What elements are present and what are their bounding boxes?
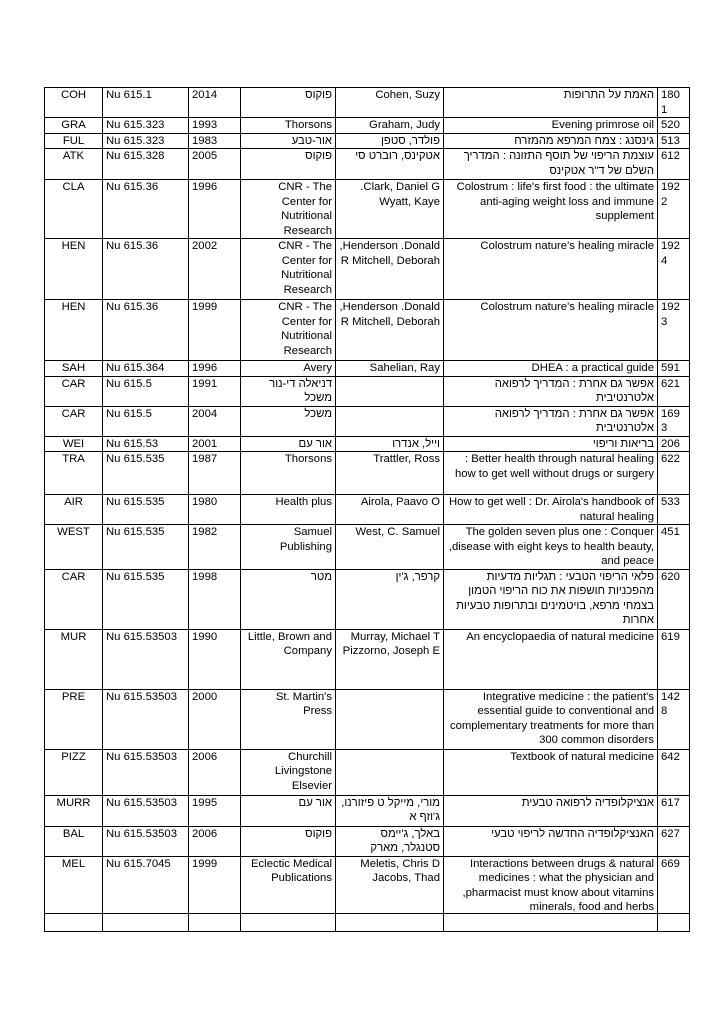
author-cell: ,Henderson .Donald R Mitchell, Deborah [336, 239, 444, 300]
publisher-cell: St. Martin's Press [241, 689, 336, 749]
year-cell: 1991 [189, 376, 241, 406]
title-cell: בריאות וריפוי [444, 436, 658, 452]
title-cell: אנציקלופדיה לרפואה טבעית [444, 795, 658, 826]
title-cell: האמת על התרופות [444, 88, 658, 118]
shelf-code-cell: PRE [45, 689, 103, 749]
shelf-code-cell: CAR [45, 376, 103, 406]
year-cell: 1990 [189, 629, 241, 689]
shelf-code-cell: SAH [45, 361, 103, 377]
author-cell: קרפר, ג'ין [336, 569, 444, 629]
classmark-cell: Nu 615.535 [103, 452, 189, 495]
year-cell: 1987 [189, 452, 241, 495]
shelf-code-cell: WEST [45, 525, 103, 570]
author-cell: .Clark, Daniel G Wyatt, Kaye [336, 180, 444, 239]
title-cell: האנציקלופדיה החדשה לריפוי טבעי [444, 826, 658, 856]
publisher-cell: פוקוס [241, 149, 336, 180]
author-cell: Trattler, Ross [336, 452, 444, 495]
record-number-cell: 621 [658, 376, 690, 406]
publisher-cell: Eclectic Medical Publications [241, 856, 336, 931]
author-cell: West, C. Samuel [336, 525, 444, 570]
title-cell: Colostrum : life's first food : the ultimate anti-aging weight loss and immune supplement [444, 180, 658, 239]
classmark-cell: Nu 615.53503 [103, 689, 189, 749]
title-cell: Interactions between drugs & natural medicines : what the physician and ,pharmacist must know about vitamins minerals, food and herbs [444, 856, 658, 931]
publisher-cell: פוקוס [241, 88, 336, 118]
table-row [45, 239, 690, 300]
record-number-cell: 591 [658, 361, 690, 377]
author-cell: מורי, מייקל ט פיזורנו, ג'וזף א [336, 795, 444, 826]
publisher-cell: Avery [241, 361, 336, 377]
table-row [45, 569, 690, 629]
table-row [45, 436, 690, 452]
publisher-cell: CNR - The Center for Nutritional Research [241, 239, 336, 300]
author-cell: אטקינס, רוברט סי [336, 149, 444, 180]
classmark-cell: Nu 615.364 [103, 361, 189, 377]
shelf-code-cell: TRA [45, 452, 103, 495]
shelf-code-cell: HEN [45, 300, 103, 361]
classmark-cell: Nu 615.53 [103, 436, 189, 452]
author-cell: Sahelian, Ray [336, 361, 444, 377]
publisher-cell: CNR - The Center for Nutritional Research [241, 300, 336, 361]
classmark-cell: Nu 615.535 [103, 525, 189, 570]
table-row [45, 856, 690, 931]
record-number-cell: 619 [658, 629, 690, 689]
table-row [45, 689, 690, 749]
year-cell: 2014 [189, 88, 241, 118]
shelf-code-cell: MEL [45, 856, 103, 931]
record-number-cell: 206 [658, 436, 690, 452]
author-cell: ,Henderson .Donald R Mitchell, Deborah [336, 300, 444, 361]
record-number-cell: 1923 [658, 300, 690, 361]
classmark-cell: Nu 615.5 [103, 406, 189, 436]
table-row [45, 133, 690, 149]
table-row [45, 406, 690, 436]
table-row [45, 149, 690, 180]
author-cell [336, 689, 444, 749]
table-row [45, 749, 690, 795]
record-number-cell: 669 [658, 856, 690, 931]
classmark-cell: Nu 615.323 [103, 133, 189, 149]
record-number-cell: 1924 [658, 239, 690, 300]
year-cell: 1993 [189, 118, 241, 134]
classmark-cell: Nu 615.7045 [103, 856, 189, 931]
table-row [45, 376, 690, 406]
publisher-cell: CNR - The Center for Nutritional Research [241, 180, 336, 239]
title-cell: גינסנג : צמח המרפא מהמזרח [444, 133, 658, 149]
catalog-table [44, 87, 690, 932]
table-row [45, 88, 690, 118]
classmark-cell: Nu 615.36 [103, 300, 189, 361]
year-cell: 1998 [189, 569, 241, 629]
table-row [45, 629, 690, 689]
record-number-cell: 642 [658, 749, 690, 795]
table-row [45, 495, 690, 525]
catalog-body [45, 88, 690, 932]
publisher-cell: Churchill Livingstone Elsevier [241, 749, 336, 795]
record-number-cell: 1693 [658, 406, 690, 436]
bottom-rule [44, 913, 689, 914]
classmark-cell: Nu 615.53503 [103, 826, 189, 856]
year-cell: 1996 [189, 180, 241, 239]
title-cell: אפשר גם אחרת : המדריך לרפואה אלטרנטיבית [444, 406, 658, 436]
publisher-cell: Health plus [241, 495, 336, 525]
publisher-cell: משכל [241, 406, 336, 436]
shelf-code-cell: HEN [45, 239, 103, 300]
publisher-cell: Thorsons [241, 118, 336, 134]
shelf-code-cell: MURR [45, 795, 103, 826]
title-cell: How to get well : Dr. Airola's handbook of natural healing [444, 495, 658, 525]
publisher-cell: אור עם [241, 795, 336, 826]
classmark-cell: Nu 615.53503 [103, 749, 189, 795]
author-cell: Cohen, Suzy [336, 88, 444, 118]
classmark-cell: Nu 615.53503 [103, 795, 189, 826]
title-cell: Colostrum nature's healing miracle [444, 239, 658, 300]
record-number-cell: 627 [658, 826, 690, 856]
shelf-code-cell: PIZZ [45, 749, 103, 795]
year-cell: 2006 [189, 826, 241, 856]
record-number-cell: 513 [658, 133, 690, 149]
publisher-cell: Samuel Publishing [241, 525, 336, 570]
shelf-code-cell: GRA [45, 118, 103, 134]
classmark-cell: Nu 615.535 [103, 495, 189, 525]
shelf-code-cell: CLA [45, 180, 103, 239]
record-number-cell: 533 [658, 495, 690, 525]
record-number-cell: 620 [658, 569, 690, 629]
title-cell: : Better health through natural healing how to get well without drugs or surgery [444, 452, 658, 495]
author-cell [336, 406, 444, 436]
record-number-cell: 622 [658, 452, 690, 495]
publisher-cell: דניאלה די-נור משכל [241, 376, 336, 406]
table-row [45, 795, 690, 826]
record-number-cell: 612 [658, 149, 690, 180]
year-cell: 1980 [189, 495, 241, 525]
year-cell: 1996 [189, 361, 241, 377]
author-cell: פולדר, סטפן [336, 133, 444, 149]
title-cell: עוצמת הריפוי של תוסף התזונה : המדריך השלם של ד"ר אטקינס [444, 149, 658, 180]
publisher-cell: אור-טבע [241, 133, 336, 149]
year-cell: 2004 [189, 406, 241, 436]
shelf-code-cell: BAL [45, 826, 103, 856]
title-cell: Textbook of natural medicine [444, 749, 658, 795]
year-cell: 2006 [189, 749, 241, 795]
year-cell: 1999 [189, 300, 241, 361]
author-cell: Meletis, Chris D Jacobs, Thad [336, 856, 444, 931]
classmark-cell: Nu 615.53503 [103, 629, 189, 689]
title-cell: DHEA : a practical guide [444, 361, 658, 377]
title-cell: פלאי הריפוי הטבעי : תגליות מדעיות מהפכניות חושפות את כוח הריפוי הטמון בצמחי מרפא, בויטמינים ובתרופות טבעיות אחרות [444, 569, 658, 629]
record-number-cell: 1922 [658, 180, 690, 239]
classmark-cell: Nu 615.535 [103, 569, 189, 629]
year-cell: 1999 [189, 856, 241, 931]
author-cell [336, 376, 444, 406]
record-number-cell: 1428 [658, 689, 690, 749]
table-row [45, 180, 690, 239]
author-cell: Graham, Judy [336, 118, 444, 134]
publisher-cell: מטר [241, 569, 336, 629]
table-row [45, 826, 690, 856]
classmark-cell: Nu 615.5 [103, 376, 189, 406]
record-number-cell: 520 [658, 118, 690, 134]
shelf-code-cell: CAR [45, 569, 103, 629]
table-row [45, 525, 690, 570]
year-cell: 1995 [189, 795, 241, 826]
year-cell: 2000 [189, 689, 241, 749]
shelf-code-cell: COH [45, 88, 103, 118]
classmark-cell: Nu 615.323 [103, 118, 189, 134]
title-cell: Integrative medicine : the patient's essential guide to conventional and complementary treatments for more than 300 common disorders [444, 689, 658, 749]
shelf-code-cell: WEI [45, 436, 103, 452]
table-row [45, 361, 690, 377]
shelf-code-cell: CAR [45, 406, 103, 436]
classmark-cell: Nu 615.36 [103, 180, 189, 239]
author-cell: באלך, ג'יימס סטנגלר, מארק [336, 826, 444, 856]
record-number-cell: 1801 [658, 88, 690, 118]
table-row [45, 452, 690, 495]
title-cell: The golden seven plus one : Conquer ,disease with eight keys to health beauty, and peace [444, 525, 658, 570]
author-cell: וייל, אנדרו [336, 436, 444, 452]
publisher-cell: פוקוס [241, 826, 336, 856]
classmark-cell: Nu 615.1 [103, 88, 189, 118]
classmark-cell: Nu 615.36 [103, 239, 189, 300]
year-cell: 1983 [189, 133, 241, 149]
author-cell [336, 749, 444, 795]
table-row [45, 300, 690, 361]
author-cell: Airola, Paavo O [336, 495, 444, 525]
classmark-cell: Nu 615.328 [103, 149, 189, 180]
shelf-code-cell: AIR [45, 495, 103, 525]
year-cell: 2001 [189, 436, 241, 452]
publisher-cell: Little, Brown and Company [241, 629, 336, 689]
year-cell: 2005 [189, 149, 241, 180]
year-cell: 1982 [189, 525, 241, 570]
table-row [45, 118, 690, 134]
title-cell: אפשר גם אחרת : המדריך לרפואה אלטרנטיבית [444, 376, 658, 406]
shelf-code-cell: ATK [45, 149, 103, 180]
year-cell: 2002 [189, 239, 241, 300]
record-number-cell: 451 [658, 525, 690, 570]
publisher-cell: Thorsons [241, 452, 336, 495]
record-number-cell: 617 [658, 795, 690, 826]
title-cell: Colostrum nature's healing miracle [444, 300, 658, 361]
title-cell: An encyclopaedia of natural medicine [444, 629, 658, 689]
shelf-code-cell: FUL [45, 133, 103, 149]
title-cell: Evening primrose oil [444, 118, 658, 134]
author-cell: Murray, Michael T Pizzorno, Joseph E [336, 629, 444, 689]
publisher-cell: אור עם [241, 436, 336, 452]
shelf-code-cell: MUR [45, 629, 103, 689]
